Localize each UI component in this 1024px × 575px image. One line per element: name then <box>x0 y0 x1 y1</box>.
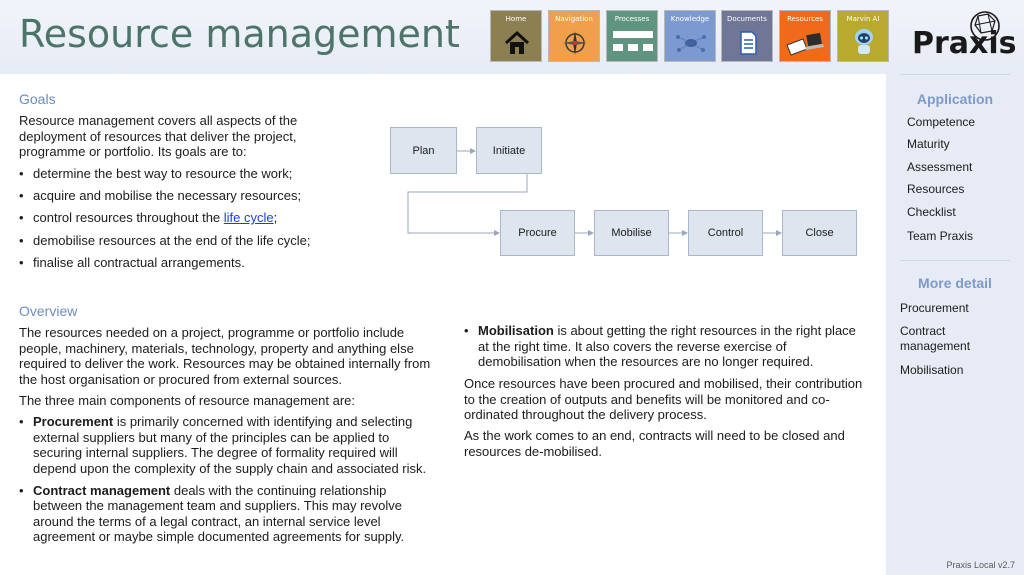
list-item-text: acquire and mobilise the necessary resources; <box>33 188 302 203</box>
list-item <box>19 210 359 226</box>
nav-knowledge-button[interactable] <box>664 10 716 62</box>
knowledge-network-icon <box>673 29 709 57</box>
components-list-left <box>19 414 439 545</box>
application-heading: Application <box>916 91 994 107</box>
version-label: Praxis Local v2.7 <box>946 560 1015 570</box>
term: Procurement <box>33 414 114 429</box>
link-suffix: ; <box>273 210 278 225</box>
life-cycle-link[interactable]: life cycle <box>223 210 274 225</box>
sidebar-item-checklist[interactable]: Checklist <box>907 205 956 219</box>
term-description: deals with the continuing relationship between the management team and suppliers. This may revolve around the terms of a legal contract, an internal service level agreement or maybe simple documented agreements for supply. <box>33 482 405 544</box>
nav-label: Documents <box>727 15 767 23</box>
nav-label: Knowledge <box>670 15 710 23</box>
robot-icon <box>850 26 878 56</box>
page-title: Resource management <box>19 12 460 56</box>
nav-label: Resources <box>787 15 823 23</box>
list-item-text: control resources throughout the <box>33 210 224 225</box>
sidebar-item-procurement[interactable]: Procurement <box>900 301 969 315</box>
term-description: is about getting the right resources in the right place at the right time. It also covers the reverse exercise of demobilisation when the resources are no longer required. <box>478 323 856 369</box>
more-detail-heading: More detail <box>918 275 992 291</box>
goals-list <box>19 166 359 271</box>
overview-heading: Overview <box>19 303 78 319</box>
list-item-text: finalise all contractual arrangements. <box>33 255 245 270</box>
overview-paragraph-1: The resources needed on a project, programme or portfolio include people, machinery, materials, technology, property and anything else required to deliver the work. Resources may be obtained internally from the host organisation or procured from external sources. <box>19 325 431 387</box>
diagram-box-plan: Plan <box>390 127 457 174</box>
overview-paragraph-4: As the work comes to an end, contracts will need to be closed and resources de-mobilised. <box>464 428 845 459</box>
diagram-box-close: Close <box>782 210 857 256</box>
list-item <box>464 323 864 370</box>
process-flow-icon <box>611 29 655 57</box>
sidebar-item-maturity[interactable]: Maturity <box>907 137 950 151</box>
sidebar-item-assessment[interactable]: Assessment <box>907 160 973 174</box>
list-item <box>19 188 359 204</box>
list-item <box>19 255 359 271</box>
sidebar-divider <box>900 74 1010 75</box>
diagram-box-control: Control <box>688 210 763 256</box>
nav-home-button[interactable] <box>490 10 542 62</box>
diagram-box-procure: Procure <box>500 210 575 256</box>
list-item <box>19 233 359 249</box>
list-item <box>19 166 359 182</box>
sidebar-item-resources[interactable]: Resources <box>907 182 965 196</box>
header-bar <box>0 0 1024 74</box>
sidebar-divider <box>900 260 1010 261</box>
sidebar-item-team-praxis[interactable]: Team Praxis <box>907 229 974 243</box>
nav-marvin-ai-button[interactable] <box>837 10 889 62</box>
sidebar-item-contract-management[interactable]: Contract management <box>900 324 971 353</box>
list-item <box>19 483 439 545</box>
goals-heading: Goals <box>19 91 56 107</box>
nav-label: Marvin AI <box>846 15 880 23</box>
nav-navigation-button[interactable] <box>548 10 600 62</box>
list-item <box>19 414 439 476</box>
praxis-logo <box>912 10 1017 61</box>
document-icon <box>734 29 762 57</box>
term: Mobilisation <box>478 323 554 338</box>
term: Contract management <box>33 482 171 498</box>
nav-documents-button[interactable] <box>721 10 773 62</box>
nav-resources-button[interactable] <box>779 10 831 62</box>
goals-intro: Resource management covers all aspects of the deployment of resources that deliver the project, programme or portfolio. Its goals are to: <box>19 113 298 159</box>
sidebar <box>886 74 1024 575</box>
list-item-text: determine the best way to resource the work; <box>33 166 293 181</box>
logo-globe-icon <box>968 10 1002 42</box>
overview-paragraph-3: Once resources have been procured and mobilised, their contribution to the creation of outputs and benefits will be monitored and co-ordinated throughout the delivery process. <box>464 376 863 422</box>
nav-label: Navigation <box>555 15 593 23</box>
sidebar-item-mobilisation[interactable]: Mobilisation <box>900 363 964 377</box>
list-item-text: demobilise resources at the end of the life cycle; <box>33 233 311 248</box>
overview-paragraph-2: The three main components of resource management are: <box>19 393 356 408</box>
term-description: is primarily concerned with identifying and selecting external suppliers but many of the principles can be applied to securing internal suppliers. The degree of formality required will depend upon the complexity of the supply chain and associated risk. <box>33 414 427 476</box>
nav-label: Home <box>505 15 527 23</box>
books-laptop-icon <box>785 29 825 57</box>
nav-processes-button[interactable] <box>606 10 658 62</box>
compass-icon <box>561 29 589 57</box>
nav-label: Processes <box>614 15 650 23</box>
sidebar-item-competence[interactable]: Competence <box>907 115 976 129</box>
logo-text: Praxis <box>912 26 1017 61</box>
home-icon <box>503 29 531 57</box>
components-list-right <box>464 323 864 370</box>
diagram-box-initiate: Initiate <box>476 127 542 174</box>
diagram-box-mobilise: Mobilise <box>594 210 669 256</box>
